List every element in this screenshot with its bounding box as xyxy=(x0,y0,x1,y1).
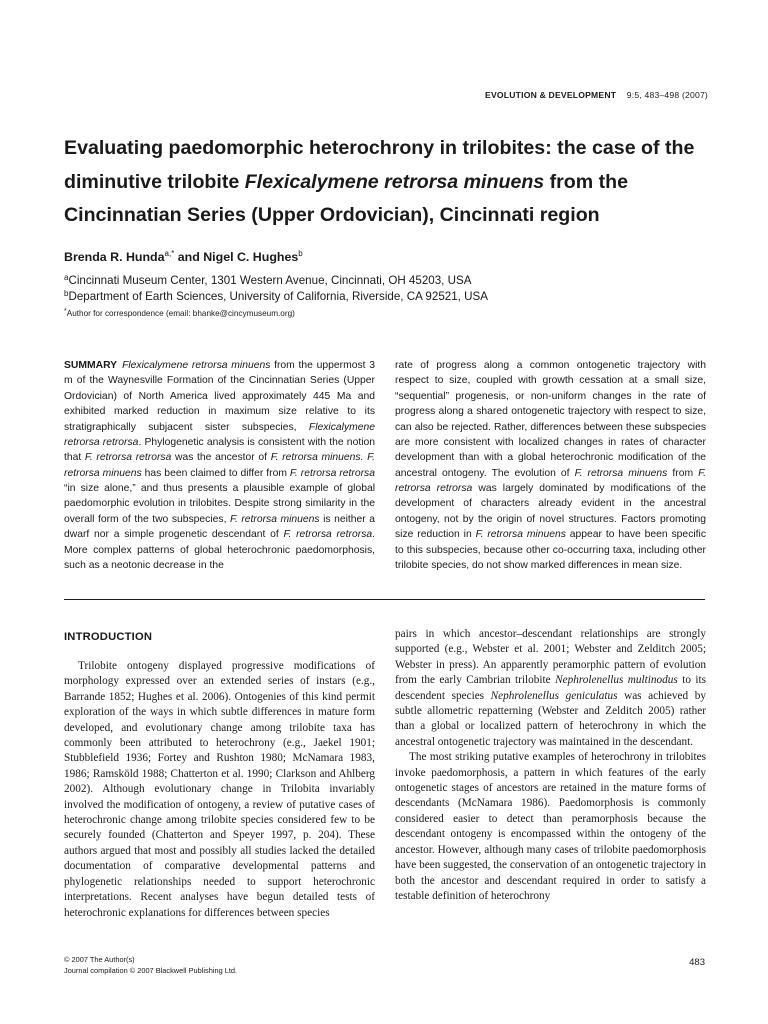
italic-taxon-name: F. retrorsa retrorsa xyxy=(84,452,172,464)
copyright-line-1: © 2007 The Author(s) xyxy=(64,955,135,964)
summary-left-text xyxy=(64,360,375,571)
text-run: appear to have been specific to this subspecies, because other co-occurring taxa, including other trilobite species, do not show marked differences in mean size. xyxy=(395,529,707,571)
affiliation-a-mark: a xyxy=(64,273,69,282)
affiliation-b-mark: b xyxy=(64,289,69,298)
text-run: “in size alone,” and thus presents a plausible example of global paedomorphic evolution in trilobites. Despite strong similarity in the overall form of the two subspecies, xyxy=(64,483,375,525)
title-line-2-pre: diminutive trilobite xyxy=(64,170,245,193)
title-line-2-post: from the xyxy=(544,170,629,193)
italic-taxon-name: F. retrorsa retrorsa xyxy=(289,467,375,479)
author-1-mark: a,* xyxy=(164,249,175,258)
text-run: from the uppermost 3 m of the Waynesville Formation of the Cincinnatian Series (Upper Ordovician) of North America lived approximately 445 Ma and exhibited marked reduction in maximum size relative to its stratigraphically subjacent sister subspecies, xyxy=(64,360,375,433)
intro-paragraph-1 xyxy=(64,659,375,921)
italic-taxon-name: F. retrorsa minuens xyxy=(229,513,320,525)
text-run: is neither a dwarf nor a simple progenetic descendant of xyxy=(64,513,375,541)
title-line-3: Cincinnatian Series (Upper Ordovician), Cincinnati region xyxy=(64,204,600,226)
affiliation-a xyxy=(64,273,704,287)
introduction-heading: INTRODUCTION xyxy=(64,631,153,643)
italic-taxon-name: Nephrolenellus geniculatus xyxy=(490,689,618,702)
affiliation-b-text: Department of Earth Sciences, University of California, Riverside, CA 92521, USA xyxy=(68,290,488,303)
journal-name: EVOLUTION & DEVELOPMENT xyxy=(485,90,617,100)
journal-citation: 9:5, 483–498 (2007) xyxy=(626,90,708,100)
italic-taxon-name: F. retrorsa retrorsa xyxy=(283,529,373,541)
copyright-footer xyxy=(64,954,237,976)
text-run: from xyxy=(667,467,699,479)
author-2: Nigel C. Hughes xyxy=(203,250,299,264)
article-title xyxy=(64,132,724,233)
italic-taxon-name: Flexicalymene retrorsa retrorsa xyxy=(64,421,375,448)
title-species-name: Flexicalymene retrorsa minuens xyxy=(244,170,545,193)
intro-paragraph-3 xyxy=(395,750,706,904)
title-line-1: Evaluating paedomorphic heterochrony in trilobites: the case of the xyxy=(64,137,695,159)
correspondence-text: Author for correspondence (email: bhanke@cincymuseum.org) xyxy=(66,309,295,318)
text-run: was achieved by subtle allometric repatterning (Webster and Zelditch 2005) rather than a global or localized pattern of heterochrony in which the ancestral ontogenetic trajectory was maintained in the descendant. xyxy=(395,689,706,748)
affiliation-a-text: Cincinnati Museum Center, 1301 Western Avenue, Cincinnati, OH 45203, USA xyxy=(68,274,472,287)
italic-taxon-name: Nephrolenellus multinodus xyxy=(555,674,678,687)
correspondence-mark: * xyxy=(64,308,67,315)
italic-taxon-name: F. retrorsa retrorsa xyxy=(395,467,706,494)
section-divider xyxy=(64,599,705,600)
page-number: 483 xyxy=(689,957,705,968)
author-list xyxy=(64,249,303,264)
running-head xyxy=(485,90,708,100)
correspondence-note xyxy=(64,308,295,318)
text-run: . Phylogenetic analysis is consistent with the notion that xyxy=(64,436,375,464)
italic-taxon-name: Flexicalymene retrorsa minuens xyxy=(122,360,271,371)
intro-right-column xyxy=(395,627,706,904)
author-1: Brenda R. Hunda xyxy=(64,250,165,264)
text-run: pairs in which ancestor–descendant relationships are strongly supported (e.g., Webster et al. 2001; Webster and Zelditch 2005; Webster in press). An apparently peramorphic pattern of evolution from the early Cambrian trilobite xyxy=(395,628,706,687)
author-2-mark: b xyxy=(298,249,303,258)
text-run: was the ancestor of xyxy=(171,452,271,464)
summary-label: SUMMARY xyxy=(64,360,118,371)
italic-taxon-name: F. retrorsa minuens xyxy=(574,467,668,479)
copyright-line-2: Journal compilation © 2007 Blackwell Publishing Ltd. xyxy=(64,966,238,975)
italic-taxon-name: F. retrorsa minuens xyxy=(475,529,566,541)
italic-taxon-name: F. retrorsa minuens. F. retrorsa minuens xyxy=(64,452,375,479)
summary-right-column xyxy=(395,358,706,573)
text-run: Trilobite ontogeny displayed progressive modifications of morphology expressed over an extended series of instars (e.g., Barrande 1852; Hughes et al. 2006). Ontogenies of this kind permit exploration of the ways in which subtle differences in mature form developed, and evolutionary change among trilobite taxa has commonly been attributed to heterochrony (e.g., Jaekel 1901; Stubblefield 1936; Fortey and Rushton 1980; McNamara 1983, 1986; Ramsköld 1988; Chatterton et al. 1990; Clarkson and Ahlberg 2002). Although evolutionary change in Trilobita invariably involved the modification of ontogeny, a review of putative cases of heterochronic change among trilobite species considered few to be securely founded (Chatterton and Speyer 1997, p. 204). These authors argued that most and possibly all studies lacked the detailed documentation of comparative developmental patterns and phylogenetic relationships needed to support heterochronic interpretations. Recent analyses have begun detailed tests of heterochronic explanations for differences between species xyxy=(64,660,375,919)
summary-right-text xyxy=(395,360,706,571)
text-run: was largely dominated by modifications of the development of characters already evident in the ancestral ontogeny, not by the origin of novel structures. Factors promoting size reduction in xyxy=(395,483,706,541)
title-line-2 xyxy=(64,166,724,200)
author-connector: and xyxy=(174,250,204,264)
affiliation-b xyxy=(64,289,704,303)
text-run: rate of progress along a common ontogenetic trajectory with respect to size, coupled with growth cessation at a small size, “sequential” progenesis, or non-uniform changes in the rate of progress along a shared ontogenetic trajectory with respect to size, can also be rejected. Rather, differences between these subspecies are more consistent with localized changes in rates of character development than with a global heterochronic modification of the ancestral ontogeny. The evolution of xyxy=(395,360,706,479)
text-run: The most striking putative examples of heterochrony in trilobites invoke paedomorphosis, a pattern in which features of the early ontogenetic stages of ancestors are retained in the mature forms of descendants (McNamara 1986). Paedomorphosis is commonly considered easier to detect than peramorphosis because the descendant ontogeny is encompassed within the ontogeny of the ancestor. However, although many cases of trilobite paedomorphosis have been suggested, the conservation of an ontogenetic trajectory in both the ancestor and descendant required in order to satisfy a testable definition of heterochrony xyxy=(395,751,706,902)
text-run: to its descendent species xyxy=(395,674,706,702)
text-run: . More complex patterns of global heterochronic paedomorphosis, such as a neotonic decrease in the xyxy=(64,529,375,571)
text-run: has been claimed to differ from xyxy=(141,467,290,479)
intro-left-column xyxy=(64,659,375,921)
summary-left-column xyxy=(64,358,375,573)
intro-paragraph-2 xyxy=(395,627,706,750)
